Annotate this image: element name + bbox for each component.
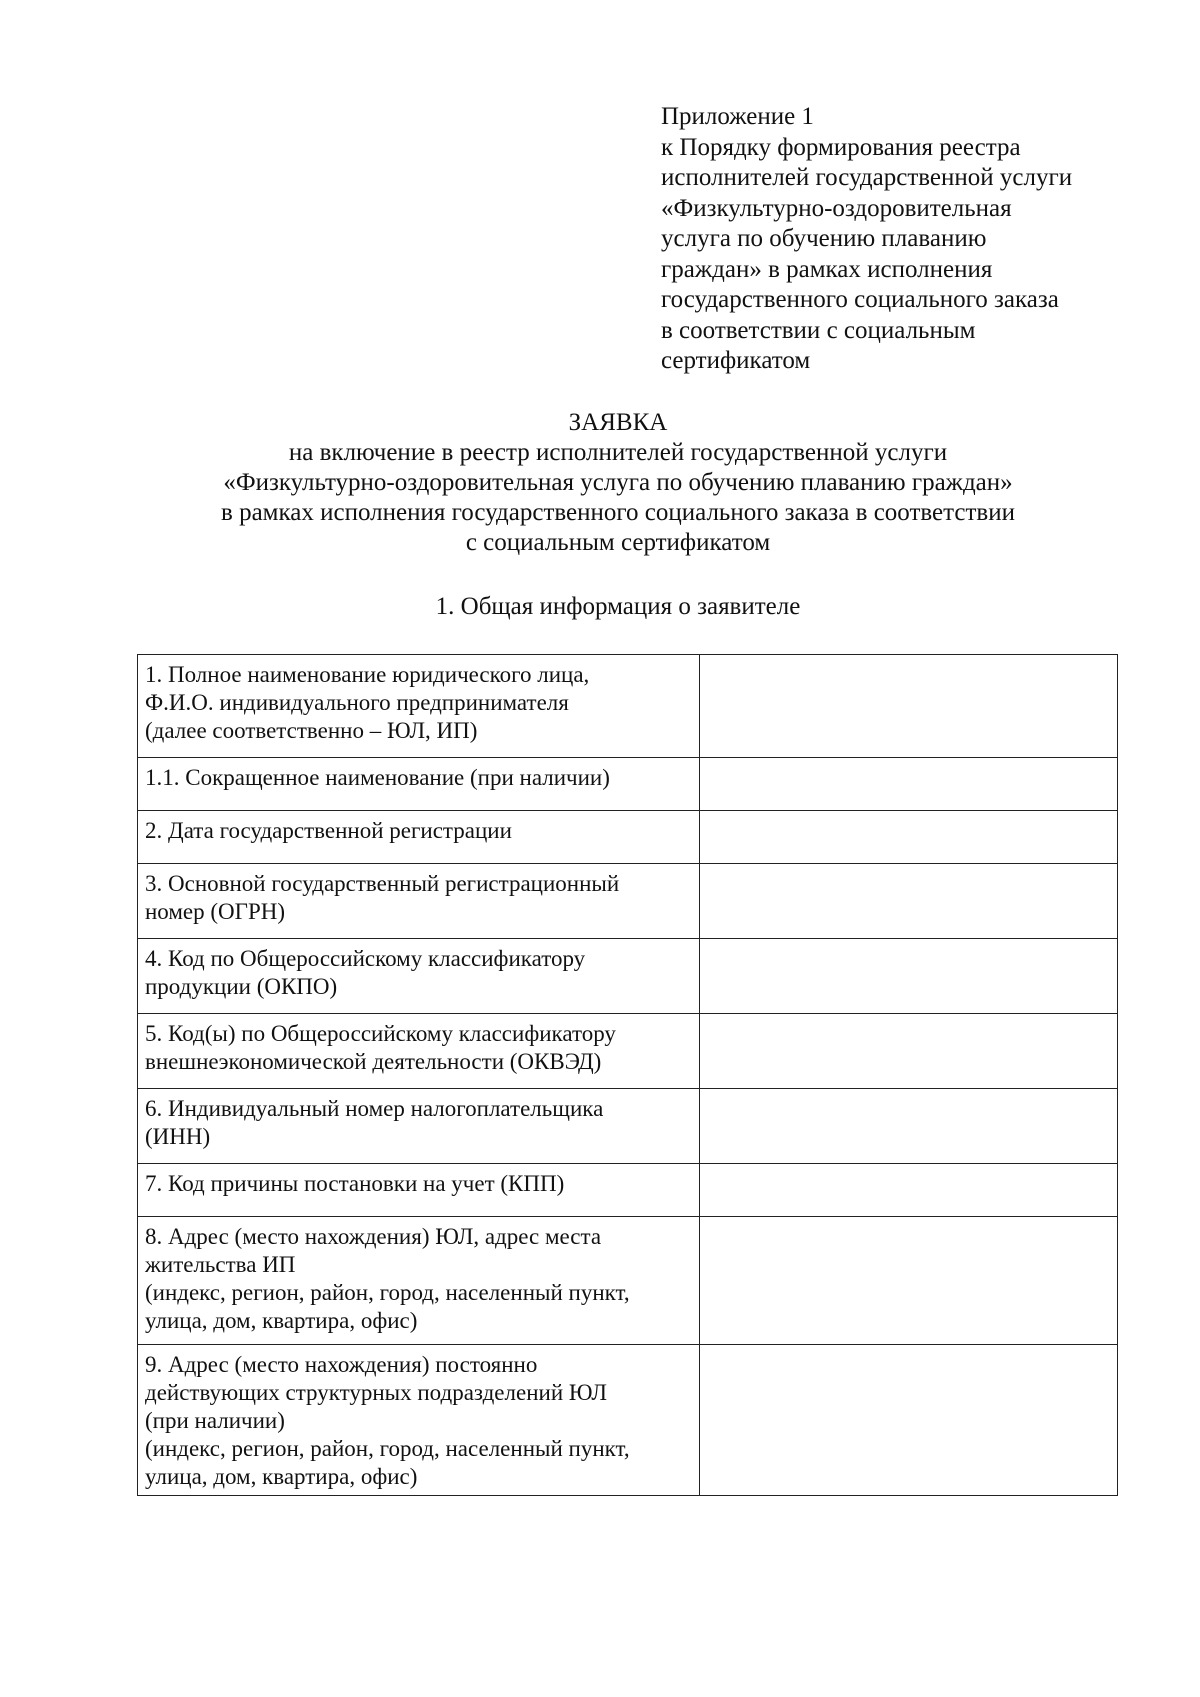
field-label-cell xyxy=(138,811,700,864)
field-label-line: 8. Адрес (место нахождения) ЮЛ, адрес места xyxy=(145,1224,602,1249)
field-label-cell xyxy=(138,1217,700,1345)
field-label-line: (при наличии) xyxy=(145,1408,285,1433)
title-line: «Физкультурно-оздоровительная услуга по обучению плаванию граждан» xyxy=(223,469,1013,496)
table-row xyxy=(138,1089,1118,1164)
field-label-line: 9. Адрес (место нахождения) постоянно xyxy=(145,1352,538,1377)
field-value-cell[interactable] xyxy=(700,864,1118,939)
field-label-cell xyxy=(138,1345,700,1496)
field-label-line: 3. Основной государственный регистрационный xyxy=(145,871,620,896)
field-value-cell[interactable] xyxy=(700,758,1118,811)
field-label-line: 5. Код(ы) по Общероссийскому классификатору xyxy=(145,1021,616,1046)
field-label-line: жительства ИП xyxy=(145,1252,296,1277)
field-label-line: действующих структурных подразделений ЮЛ xyxy=(145,1380,607,1405)
title-line: в рамках исполнения государственного социального заказа в соответствии xyxy=(221,499,1015,526)
field-label-cell xyxy=(138,1089,700,1164)
title-line: на включение в реестр исполнителей государственной услуги xyxy=(288,439,948,466)
table-row xyxy=(138,655,1118,758)
field-label-cell xyxy=(138,939,700,1014)
table-row xyxy=(138,758,1118,811)
field-value-cell[interactable] xyxy=(700,1089,1118,1164)
appendix-line: услуга по обучению плаванию xyxy=(661,225,987,252)
field-label-line: внешнеэкономической деятельности (ОКВЭД) xyxy=(145,1049,602,1074)
appendix-line: «Физкультурно-оздоровительная xyxy=(661,194,1012,222)
field-label-cell xyxy=(138,864,700,939)
field-label-line: Ф.И.О. индивидуального предпринимателя xyxy=(145,690,569,715)
appendix-line: граждан» в рамках исполнения xyxy=(661,255,993,283)
appendix-line: исполнителей государственной услуги xyxy=(661,164,1073,191)
table-row xyxy=(138,1345,1118,1496)
field-label-line: (далее соответственно – ЮЛ, ИП) xyxy=(145,718,478,743)
field-label-cell xyxy=(138,1164,700,1217)
field-value-cell[interactable] xyxy=(700,811,1118,864)
field-label-cell xyxy=(138,655,700,758)
table-row xyxy=(138,939,1118,1014)
field-value-cell[interactable] xyxy=(700,1217,1118,1345)
table-row xyxy=(138,1014,1118,1089)
field-label-line: 1. Полное наименование юридического лица, xyxy=(145,662,590,687)
appendix-line: государственного социального заказа xyxy=(661,286,1059,313)
table-row xyxy=(138,1217,1118,1345)
applicant-info-table xyxy=(137,654,1118,1496)
field-value-cell[interactable] xyxy=(700,655,1118,758)
field-label-line: (индекс, регион, район, город, населенный пункт, xyxy=(145,1280,630,1305)
appendix-line: Приложение 1 xyxy=(661,103,814,130)
table-row xyxy=(138,811,1118,864)
document-title xyxy=(0,408,1200,558)
field-value-cell[interactable] xyxy=(700,1014,1118,1089)
field-label-line: (ИНН) xyxy=(145,1124,211,1149)
appendix-note xyxy=(661,102,1161,377)
title-line: с социальным сертификатом xyxy=(465,529,771,556)
field-label-line: продукции (ОКПО) xyxy=(145,974,338,999)
field-label-line: улица, дом, квартира, офис) xyxy=(145,1464,418,1489)
appendix-line: сертификатом xyxy=(661,347,811,374)
field-label-line: 7. Код причины постановки на учет (КПП) xyxy=(145,1171,565,1196)
appendix-line: в соответствии с социальным xyxy=(661,316,976,344)
title-heading: ЗАЯВКА xyxy=(568,409,668,436)
field-label-line: 4. Код по Общероссийскому классификатору xyxy=(145,946,586,971)
field-label-line: улица, дом, квартира, офис) xyxy=(145,1308,418,1333)
field-label-cell xyxy=(138,1014,700,1089)
field-label-line: (индекс, регион, район, город, населенный пункт, xyxy=(145,1436,630,1461)
field-value-cell[interactable] xyxy=(700,939,1118,1014)
field-label-line: 2. Дата государственной регистрации xyxy=(145,818,512,843)
field-label-cell xyxy=(138,758,700,811)
field-label-line: 6. Индивидуальный номер налогоплательщика xyxy=(145,1096,604,1121)
field-label-line: 1.1. Сокращенное наименование (при наличии) xyxy=(145,765,610,790)
field-label-line: номер (ОГРН) xyxy=(145,899,286,924)
field-value-cell[interactable] xyxy=(700,1164,1118,1217)
table-row xyxy=(138,864,1118,939)
field-value-cell[interactable] xyxy=(700,1345,1118,1496)
section-heading: 1. Общая информация о заявителе xyxy=(435,593,801,620)
applicant-info-table-body xyxy=(138,655,1118,1496)
appendix-line: к Порядку формирования реестра xyxy=(661,133,1021,161)
table-row xyxy=(138,1164,1118,1217)
